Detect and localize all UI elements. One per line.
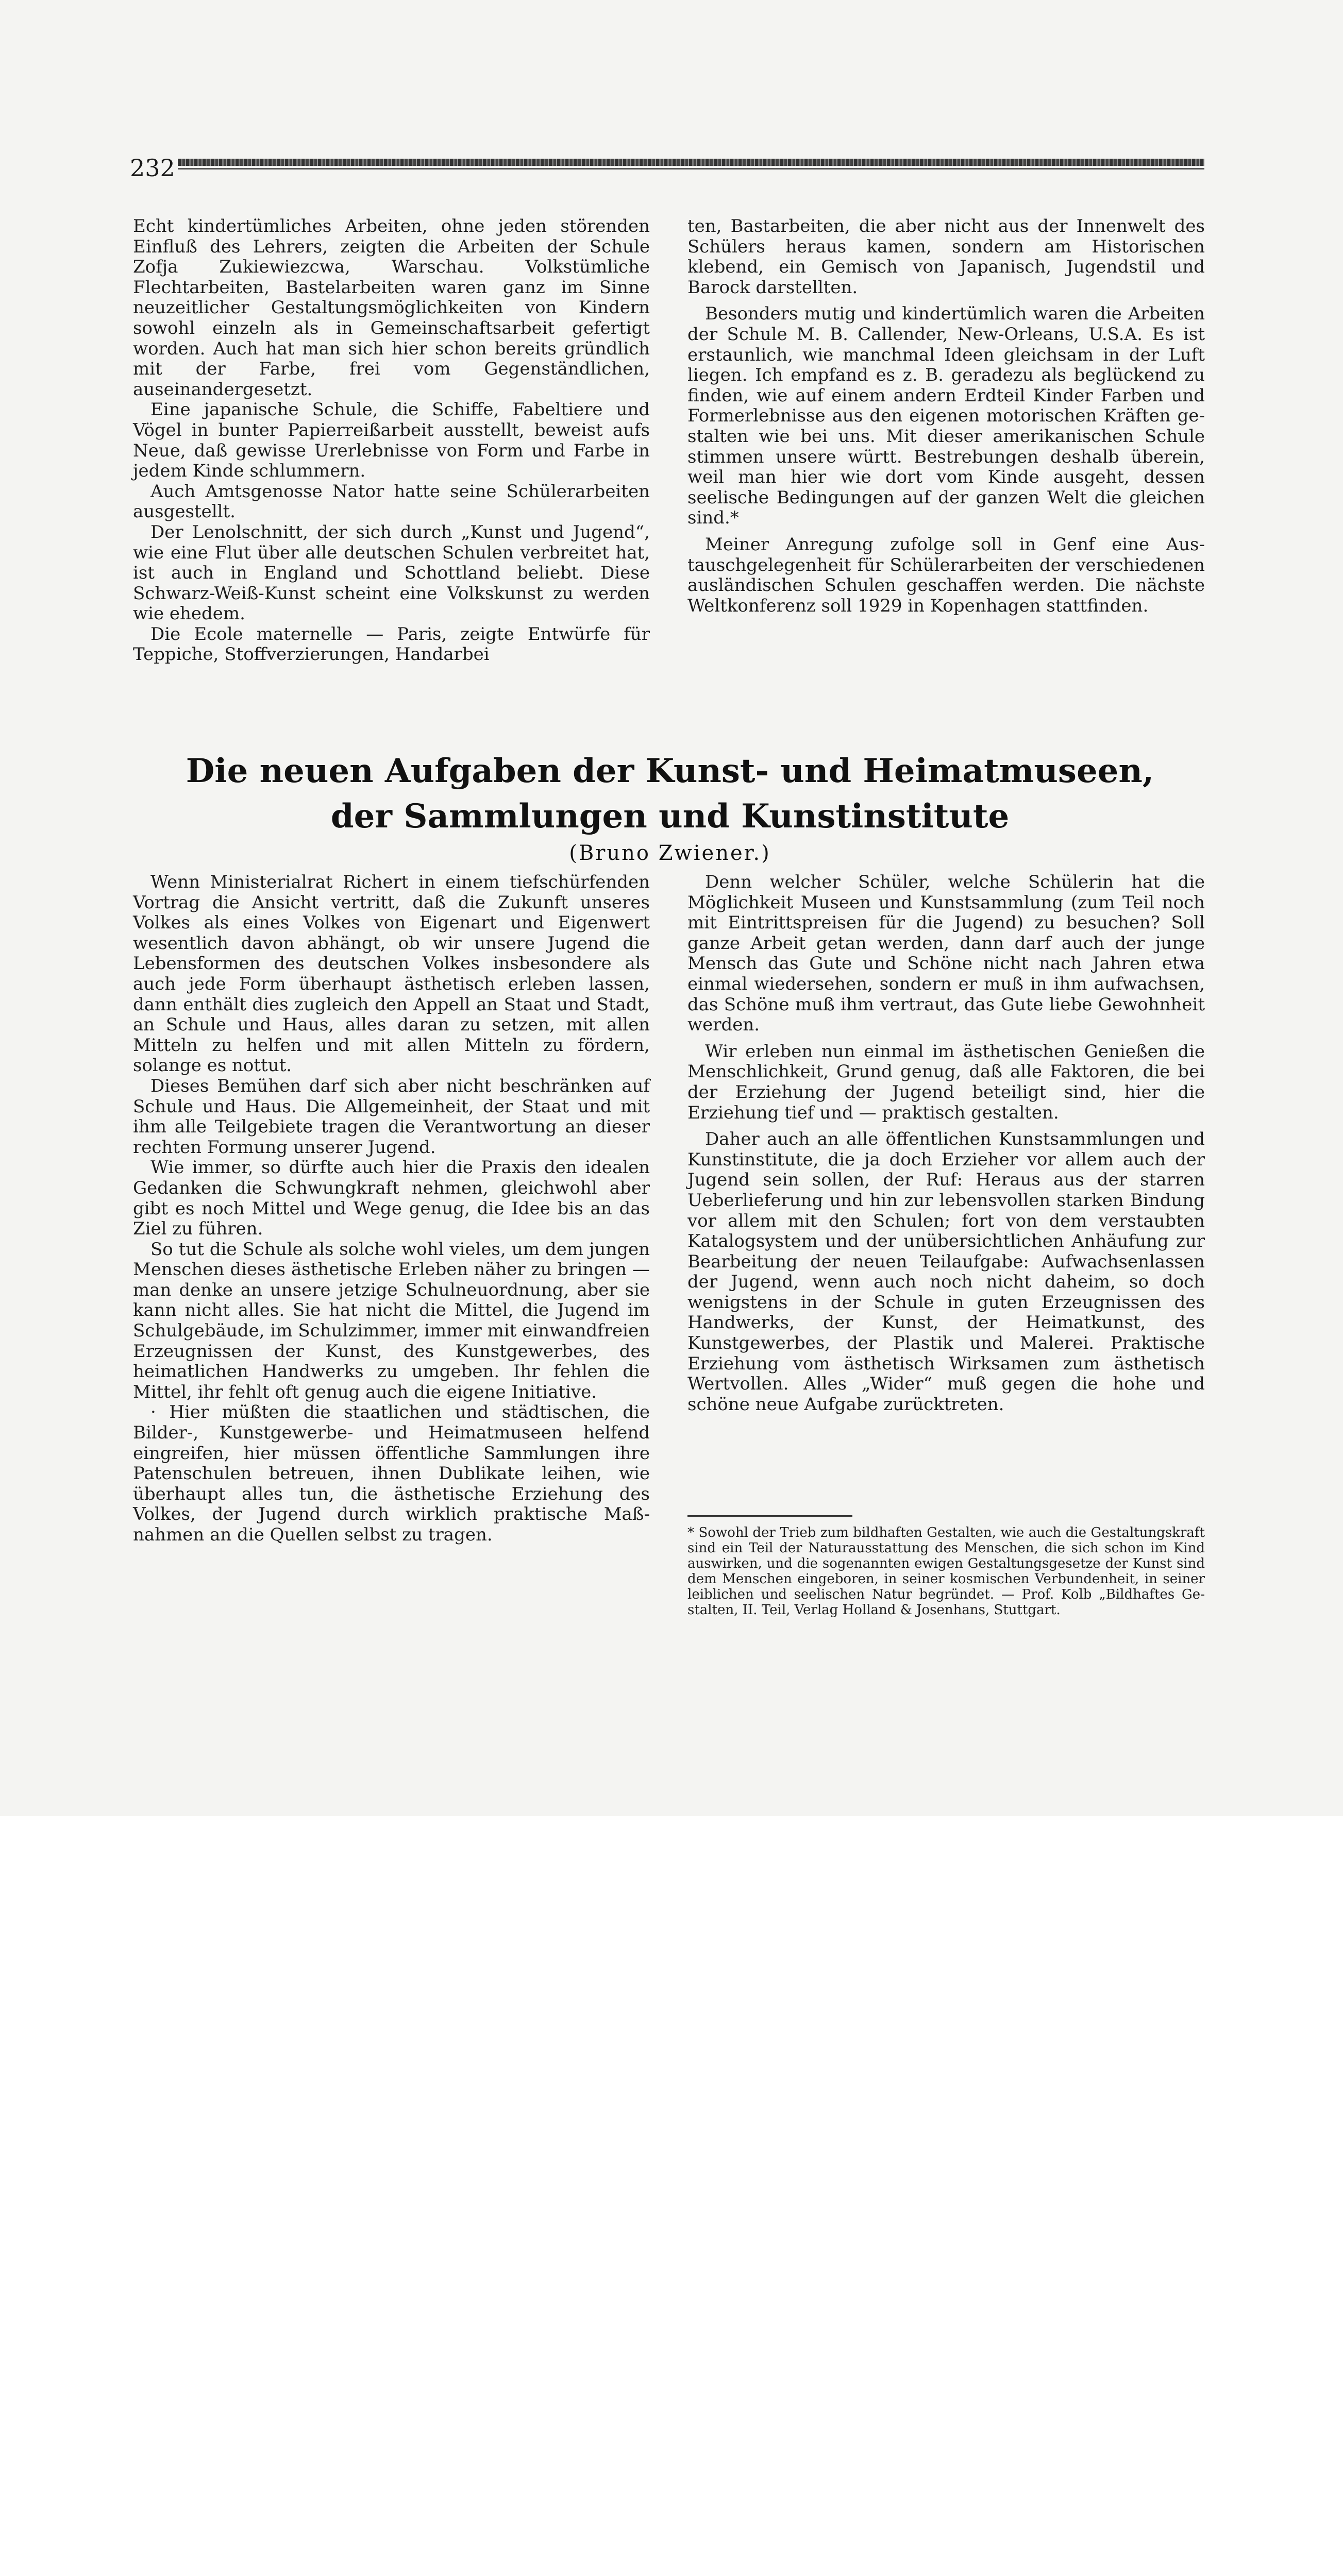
paragraph: · Hier müßten die staatlichen und städtischen, die Bilder-, Kunstgewerbe- und Heimatmuseen helfend eingreifen, hier müssen öffentliche Sammlungen ihre Patenschulen betreuen, ihnen Dublikate leihen, wie überhaupt alles tun, die ästhetische Erziehung des Volkes, der Jugend durch wirklich praktische Maßnahmen an die Quellen selbst zu tragen. xyxy=(133,1402,650,1545)
paragraph: Meiner Anregung zufolge soll in Genf eine Austauschgelegenheit für Schülerarbeiten der verschiedenen ausländischen Schulen geschaffen werden. Die nächste Weltkonferenz soll 1929 in Kopenhagen stattfinden. xyxy=(687,534,1205,616)
paragraph: Dieses Bemühen darf sich aber nicht beschränken auf Schule und Haus. Die Allgemeinheit, der Staat und mit ihm alle Teilgebiete tragen die Verantwortung an dieser rechten Formung unserer Jugend. xyxy=(133,1075,650,1158)
bottom-left-column xyxy=(133,872,650,1546)
viewer-footer xyxy=(0,1816,1343,1913)
top-left-column xyxy=(133,216,650,665)
paragraph: ten, Bastarbeiten, die aber nicht aus der Innenwelt des Schülers heraus kamen, sondern am Historischen klebend, ein Gemisch von Japanisch, Jugendstil und Barock darstellten. xyxy=(687,216,1205,298)
article-title-line-1: Die neuen Aufgaben der Kunst- und Heimatmuseen, xyxy=(186,752,1154,790)
paragraph: Wir erleben nun einmal im ästhetischen Genießen die Menschlichkeit, Grund genug, daß alle Faktoren, die bei der Erziehung der Jugend beteiligt sind, hier die Erziehung tief und — praktisch gestalten. xyxy=(687,1041,1205,1123)
top-right-column xyxy=(687,216,1205,616)
paragraph: Eine japanische Schule, die Schiffe, Fabeltiere und Vögel in bunter Papierreißarbeit ausstellt, beweist aufs Neue, daß gewisse Urerlebnisse von Form und Farbe in jedem Kinde schlummern. xyxy=(133,399,650,482)
article-author: (Bruno Zwiener.) xyxy=(569,841,771,865)
page-number: 232 xyxy=(130,154,175,182)
paragraph: So tut die Schule als solche wohl vieles, um dem jungen Menschen dieses ästhetische Erleben näher zu bringen — man denke an unsere jetzige Schulneuordnung, aber sie kann nicht alles. Sie hat nicht die Mittel, die Jugend im Schulgebäude, im Schulzimmer, immer mit einwandfreien Erzeugnissen der Kunst, des Kunstgewerbes, des heimatlichen Handwerks zu umgeben. Ihr fehlen die Mittel, ihr fehlt oft genug auch die eigene Initiative. xyxy=(133,1239,650,1402)
paragraph: Der Lenolschnitt, der sich durch „Kunst und Jugend“, wie eine Flut über alle deutschen Schulen verbreitet hat, ist auch in England und Schottland beliebt. Diese Schwarz-Weiß-Kunst scheint eine Volkskunst zu werden wie ehedem. xyxy=(133,521,650,624)
footnote-rule xyxy=(687,1515,852,1517)
paragraph: Denn welcher Schüler, welche Schülerin hat die Möglichkeit Museen und Kunstsammlung (zum Teil noch mit Eintrittspreisen für die Jugend) zu besuchen? Soll ganze Arbeit getan werden, dann darf auch der junge Mensch das Gute und Schöne nicht nach Jahren etwa einmal wiedersehen, sondern er muß in ihm aufwachsen, das Schöne muß ihm vertraut, das Gute liebe Gewohnheit werden. xyxy=(687,872,1205,1036)
paragraph: Echt kindertümliches Arbeiten, ohne jeden störenden Einfluß des Lehrers, zeigten die Arbeiten der Schule Zofja Zukiewiezcwa, Warschau. Volkstümliche Flechtarbeiten, Bastelarbeiten waren ganz im Sinne neuzeitlicher Gestaltungsmöglichkeiten von Kindern sowohl einzeln als in Gemeinschaftsarbeit gefertigt worden. Auch hat man sich hier schon bereits gründlich mit der Farbe, frei vom Gegenständlichen, auseinandergesetzt. xyxy=(133,216,650,400)
footnote: * Sowohl der Trieb zum bildhaften Gestalten, wie auch die Gestaltungskraft sind ein Teil der Naturausstattung des Menschen, die sich schon im Kind auswirken, und die sogenannten ewigen Gestaltungsgesetze der Kunst sind dem Menschen eingeboren, in seiner kosmischen Verbundenheit, in seiner leiblichen und seelischen Natur begründet. — Prof. Kolb „Bildhaftes Gestalten, II. Teil, Verlag Holland & Josenhans, Stuttgart. xyxy=(687,1525,1205,1618)
paragraph: Die Ecole maternelle — Paris, zeigte Entwürfe für Teppiche, Stoffverzierungen, Handarbei xyxy=(133,623,650,665)
paragraph: Wie immer, so dürfte auch hier die Praxis den idealen Gedanken die Schwungkraft nehmen, gleichwohl aber gibt es noch Mittel und Wege genug, die Idee bis an das Ziel zu führen. xyxy=(133,1157,650,1240)
paragraph: Daher auch an alle öffentlichen Kunstsammlungen und Kunstinstitute, die ja doch Erzieher vor allem auch der Jugend sein sollen, der Ruf: Heraus aus der starren Ueberlieferung und hin zur lebensvollen starken Bindung vor allem mit den Schulen; fort von dem verstaubten Katalogsystem und der unübersichtlichen Anhäufung zur Bearbeitung der neuen Teilaufgabe: Aufwachsenlassen der Jugend, wenn auch noch nicht daheim, so doch wenigstens in der Schule in guten Erzeugnissen des Handwerks, der Kunst, der Heimatkunst, des Kunstgewerbes, der Plastik und Malerei. Praktische Erziehung vom ästhetisch Wirksamen zum ästhetisch Wertvollen. Alles „Wider“ muß gegen die hohe und schöne neue Aufgabe zurücktreten. xyxy=(687,1129,1205,1415)
header-rule-line xyxy=(178,168,1204,170)
paragraph: Auch Amtsgenosse Nator hatte seine Schülerarbeiten ausgestellt. xyxy=(133,481,650,522)
paragraph: Besonders mutig und kindertümlich waren die Arbeiten der Schule M. B. Callender, New-Orleans, U.S.A. Es ist erstaunlich, wie manchmal Ideen gleichsam in der Luft liegen. Ich empfand es z. B. geradezu als beglückend zu finden, wie auf einem andern Erdteil Kinder Farben und Formerlebnisse aus den eigenen motorischen Kräften gestalten wie bei uns. Mit dieser amerikanischen Schule stimmen unsere württ. Bestrebungen deshalb überein, weil man hier wie dort vom Kinde ausgeht, dessen seelische Bedingungen auf der ganzen Welt die gleichen sind.* xyxy=(687,303,1205,529)
paragraph: Wenn Ministerialrat Richert in einem tiefschürfenden Vortrag die Ansicht vertritt, daß die Zukunft unseres Volkes als eines Volkes von Eigenart und Eigenwert wesentlich davon abhängt, ob wir unsere Jugend die Lebensformen des deutschen Volkes insbesondere als auch jede Form überhaupt ästhetisch erleben lassen, dann enthält dies zugleich den Appell an Staat und Stadt, an Schule und Haus, alles daran zu setzen, mit allen Mitteln zu helfen und mit allen Mitteln zu fördern, solange es nottut. xyxy=(133,872,650,1076)
header-rule xyxy=(178,159,1204,166)
bottom-right-column xyxy=(687,872,1205,1415)
article-title-line-2: der Sammlungen und Kunstinstitute xyxy=(330,797,1010,836)
